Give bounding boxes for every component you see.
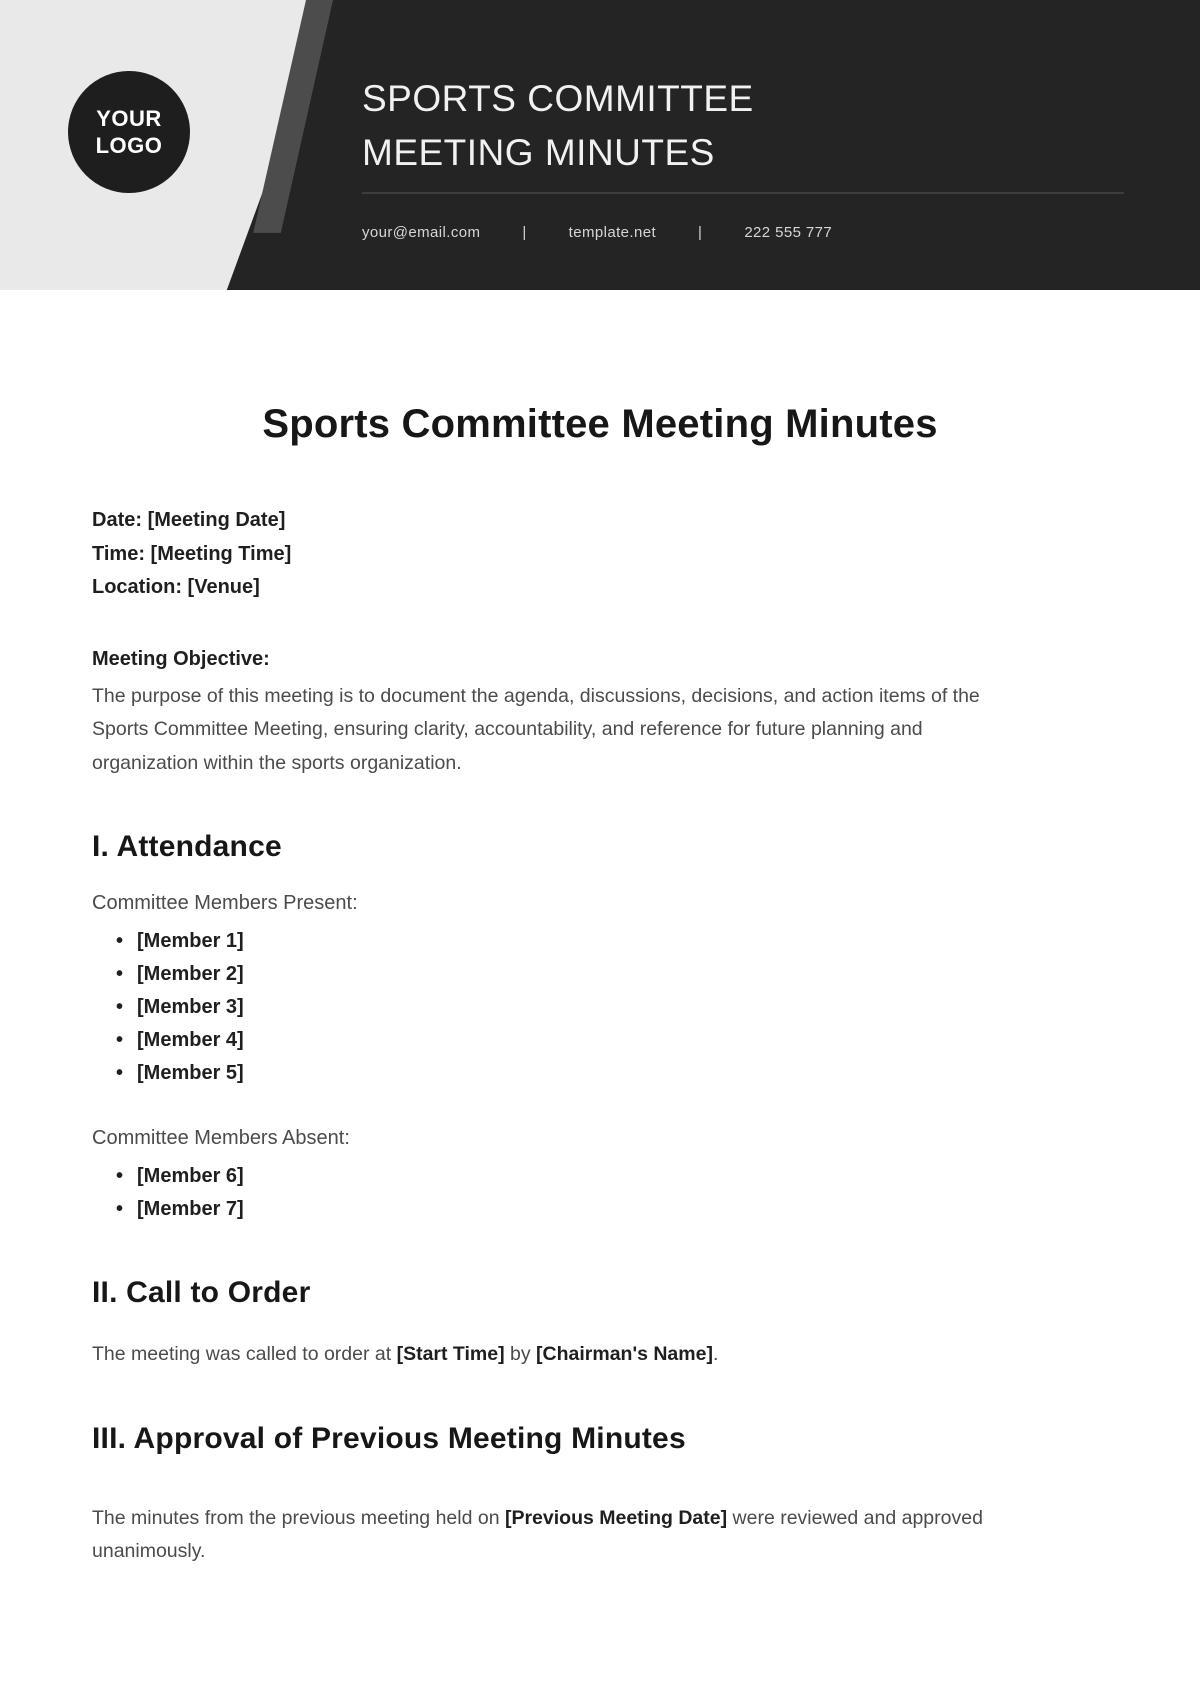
contact-separator: | xyxy=(522,224,527,241)
header-content xyxy=(362,0,1124,241)
placeholder-field: [Start Time] xyxy=(396,1343,505,1365)
list-item: • [Member 1] xyxy=(116,925,1108,958)
document-header xyxy=(0,0,1200,290)
document-title: Sports Committee Meeting Minutes xyxy=(262,402,938,446)
meta-location: Location: [Venue] xyxy=(92,576,260,598)
list-item: • [Member 5] xyxy=(116,1057,1108,1090)
list-item: • [Member 2] xyxy=(116,958,1108,991)
meta-time: Time: [Meeting Time] xyxy=(92,542,292,565)
logo xyxy=(68,71,190,193)
section-heading-approval: III. Approval of Previous Meeting Minutes xyxy=(92,1421,686,1455)
contact-email: your@email.com xyxy=(362,224,481,241)
placeholder-field: [Chairman's Name] xyxy=(536,1343,713,1365)
text-segment: . xyxy=(712,1343,719,1365)
header-title xyxy=(362,72,1124,180)
approval-text xyxy=(92,1502,997,1569)
contact-phone: 222 555 777 xyxy=(744,224,833,241)
objective-heading: Meeting Objective: xyxy=(92,647,270,670)
header-divider xyxy=(362,192,1124,194)
contact-website: template.net xyxy=(568,224,657,241)
header-title-line2: MEETING MINUTES xyxy=(362,132,715,173)
call-to-order-text xyxy=(92,1338,997,1372)
placeholder-field: [Previous Meeting Date] xyxy=(504,1506,728,1529)
list-item: • [Member 6] xyxy=(116,1160,1108,1193)
absent-members-label: Committee Members Absent: xyxy=(92,1127,350,1149)
text-segment: The meeting was called to order at xyxy=(92,1343,397,1365)
text-segment: The minutes from the previous meeting held on xyxy=(92,1506,505,1529)
section-heading-call-to-order: II. Call to Order xyxy=(92,1276,311,1309)
text-segment: by xyxy=(504,1343,537,1365)
document-body xyxy=(0,402,1200,1689)
meeting-meta xyxy=(92,504,1108,605)
meta-date: Date: [Meeting Date] xyxy=(92,509,286,531)
logo-text-line1: YOUR xyxy=(96,106,162,131)
objective-text: The purpose of this meeting is to document the agenda, discussions, decisions, and action items of the Sports Committee Meeting, ensuring clarity, accountability, and reference for future planning and organization within the sports organization. xyxy=(92,684,980,774)
logo-text-line2: LOGO xyxy=(95,133,163,158)
contact-separator: | xyxy=(698,224,703,241)
list-item: • [Member 4] xyxy=(116,1024,1108,1057)
present-members-list xyxy=(92,925,1108,1090)
list-item: • [Member 7] xyxy=(116,1193,1108,1226)
header-contact-bar xyxy=(362,224,1124,241)
present-members-label: Committee Members Present: xyxy=(92,892,358,914)
list-item: • [Member 3] xyxy=(116,991,1108,1024)
absent-members-list xyxy=(92,1160,1108,1226)
text-segment: were reviewed and approved unanimously. xyxy=(92,1506,983,1562)
header-title-line1: SPORTS COMMITTEE xyxy=(362,78,754,119)
section-heading-attendance: I. Attendance xyxy=(92,830,282,863)
